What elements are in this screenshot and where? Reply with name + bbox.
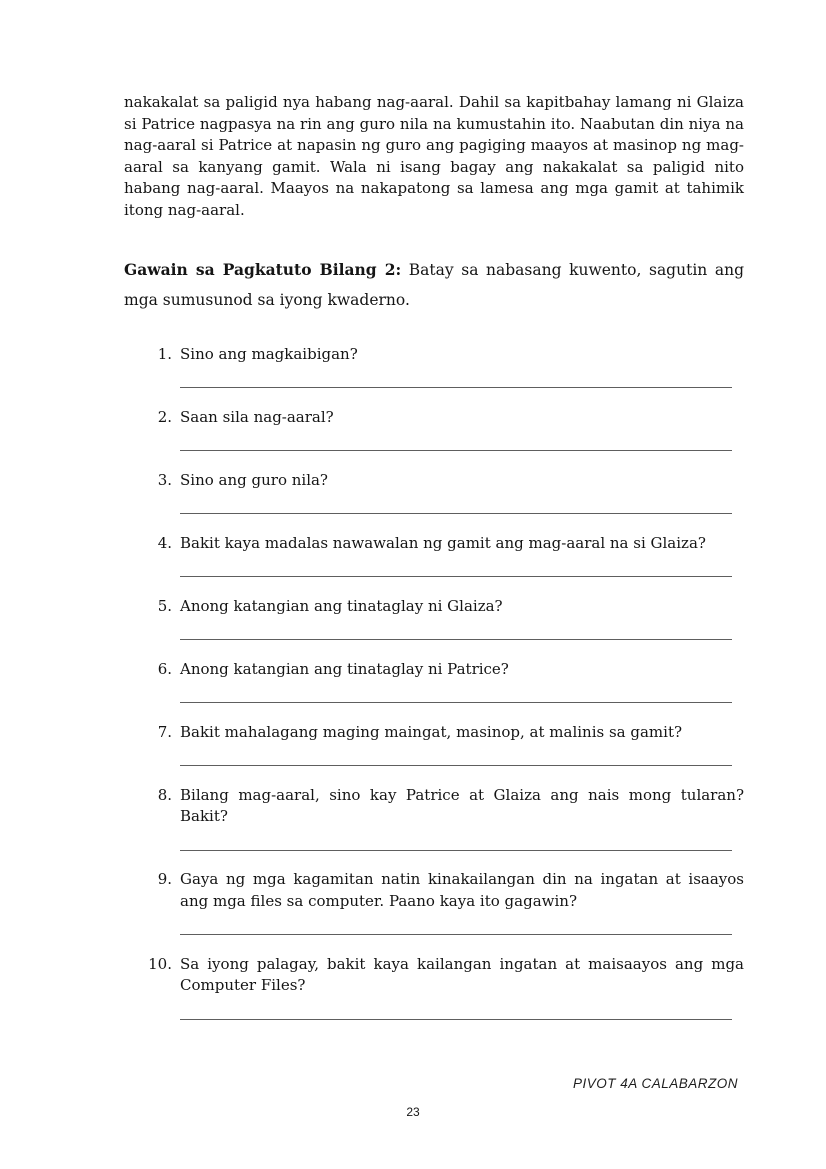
question-body bbox=[180, 470, 744, 515]
answer-line bbox=[180, 450, 732, 451]
question-number: 6. bbox=[157, 659, 172, 678]
question-body bbox=[180, 533, 744, 578]
activity-heading bbox=[124, 255, 744, 315]
question-item bbox=[144, 407, 744, 452]
question-item bbox=[144, 869, 744, 935]
question-body bbox=[180, 869, 744, 935]
story-paragraph: nakakalat sa paligid nya habang nag-aaral. Dahil sa kapitbahay lamang ni Glaiza si Patrice nagpasya na rin ang guro nila na kumustahin ito. Naabutan din niya na nag-aaral si Patrice at napasin ng guro ang pagiging maayos at masinop ng mag-aaral sa kanyang gamit. Wala ni isang bagay ang nakakalat sa paligid nito habang nag-aaral. Maayos na nakapatong sa lamesa ang mga gamit at tahimik itong nag-aaral. bbox=[124, 93, 744, 219]
question-item bbox=[144, 722, 744, 767]
questions-list bbox=[124, 344, 744, 1020]
question-text: Sino ang guro nila? bbox=[180, 470, 328, 489]
answer-line bbox=[180, 513, 732, 514]
question-number: 9. bbox=[157, 870, 172, 889]
question-text: Bakit kaya madalas nawawalan ng gamit ang mag-aaral na si Glaiza? bbox=[180, 533, 706, 552]
question-number: 4. bbox=[157, 533, 172, 552]
question-number: 3. bbox=[157, 470, 172, 489]
question-text: Sino ang magkaibigan? bbox=[180, 344, 358, 363]
question-body bbox=[180, 785, 744, 851]
question-body bbox=[180, 596, 744, 641]
question-item bbox=[144, 659, 744, 704]
question-number: 8. bbox=[157, 785, 172, 804]
page-number: 23 bbox=[406, 1105, 420, 1119]
question-text: Bilang mag-aaral, sino kay Patrice at Glaiza ang nais mong tularan? Bakit? bbox=[180, 785, 744, 826]
question-item bbox=[144, 954, 744, 1020]
answer-line bbox=[180, 576, 732, 577]
answer-line bbox=[180, 639, 732, 640]
question-body bbox=[180, 659, 744, 704]
footer-brand: PIVOT 4A CALABARZON bbox=[572, 1076, 738, 1091]
question-text: Sa iyong palagay, bakit kaya kailangan ingatan at maisaayos ang mga Computer Files? bbox=[180, 954, 744, 995]
question-text: Anong katangian ang tinataglay ni Glaiza? bbox=[180, 596, 503, 615]
answer-line bbox=[180, 702, 732, 703]
question-item bbox=[144, 533, 744, 578]
answer-line bbox=[180, 387, 732, 388]
question-number: 7. bbox=[157, 722, 172, 741]
answer-line bbox=[180, 1019, 732, 1020]
question-body bbox=[180, 722, 744, 767]
answer-line bbox=[180, 765, 732, 766]
question-item bbox=[144, 785, 744, 851]
question-text: Anong katangian ang tinataglay ni Patrice? bbox=[180, 659, 509, 678]
question-number: 2. bbox=[157, 407, 172, 426]
question-item bbox=[144, 596, 744, 641]
answer-line bbox=[180, 934, 732, 935]
activity-instructions: Batay sa nabasang kuwento, sagutin ang mga sumusunod sa iyong kwaderno. bbox=[124, 260, 744, 309]
question-number: 5. bbox=[157, 596, 172, 615]
question-number: 10. bbox=[148, 954, 172, 973]
question-body bbox=[180, 344, 744, 389]
question-body bbox=[180, 954, 744, 1020]
question-text: Bakit mahalagang maging maingat, masinop, at malinis sa gamit? bbox=[180, 722, 683, 741]
question-item bbox=[144, 344, 744, 389]
question-body bbox=[180, 407, 744, 452]
question-item bbox=[144, 470, 744, 515]
question-text: Saan sila nag-aaral? bbox=[180, 407, 334, 426]
question-number: 1. bbox=[157, 344, 172, 363]
question-text: Gaya ng mga kagamitan natin kinakailangan din na ingatan at isaayos ang mga files sa computer. Paano kaya ito gagawin? bbox=[180, 870, 744, 910]
activity-title: Gawain sa Pagkatuto Bilang 2: bbox=[124, 259, 402, 279]
answer-line bbox=[180, 850, 732, 851]
